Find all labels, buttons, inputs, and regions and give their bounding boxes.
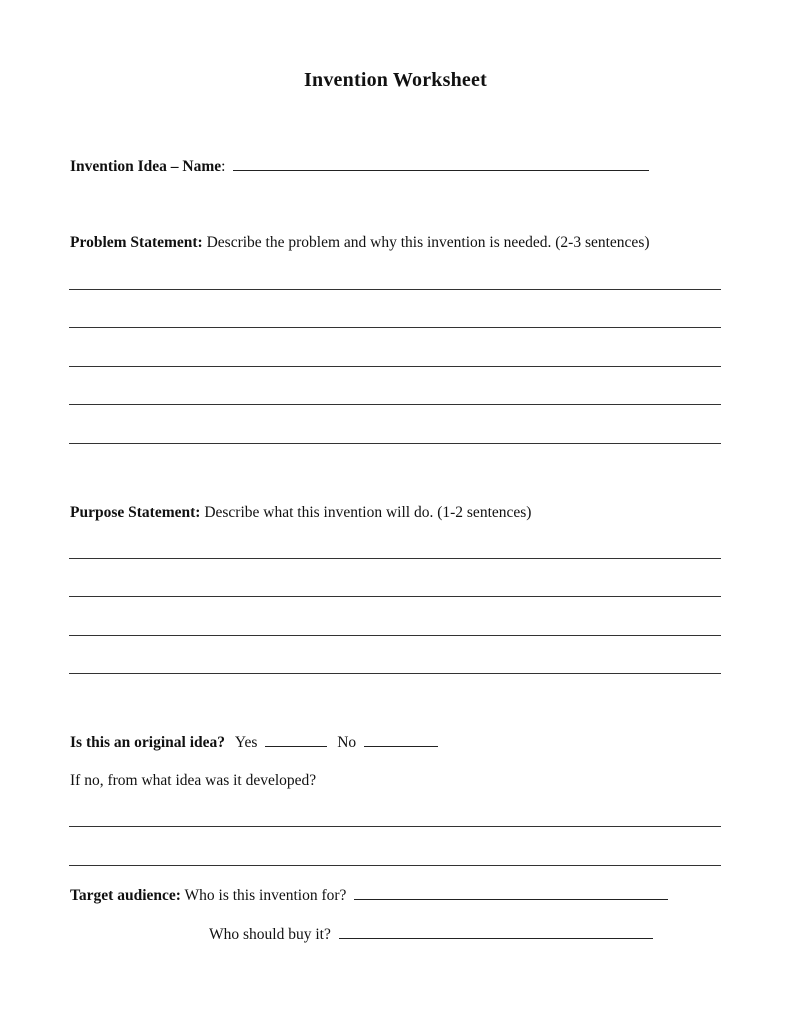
problem-statement-label: Problem Statement: [70,234,203,251]
purpose-statement-row [70,504,531,522]
invention-name-colon: : [221,158,226,175]
who-should-buy-field[interactable] [339,926,653,939]
target-audience-label: Target audience: [70,887,181,904]
problem-statement-row [70,234,650,252]
who-is-it-for-question: Who is this invention for? [180,887,347,904]
problem-answer-line-3[interactable] [69,366,721,367]
developed-from-line-1[interactable] [69,826,721,827]
problem-answer-line-1[interactable] [69,289,721,290]
purpose-answer-line-3[interactable] [69,635,721,636]
page-title: Invention Worksheet [304,69,487,91]
purpose-answer-line-1[interactable] [69,558,721,559]
purpose-answer-line-2[interactable] [69,596,721,597]
problem-answer-line-5[interactable] [69,443,721,444]
purpose-answer-line-4[interactable] [69,673,721,674]
target-audience-row [70,887,668,905]
original-idea-row [70,734,438,752]
invention-name-label: Invention Idea – Name [70,158,222,175]
developed-from-question: If no, from what idea was it developed? [70,772,317,789]
yes-field[interactable] [265,734,327,747]
no-field[interactable] [364,734,438,747]
yes-label: Yes [234,734,258,751]
who-is-it-for-field[interactable] [354,887,668,900]
original-idea-label: Is this an original idea? [70,734,226,751]
invention-name-field[interactable] [233,158,649,171]
invention-name-row [70,158,649,176]
problem-answer-line-4[interactable] [69,404,721,405]
who-should-buy-question: Who should buy it? [209,926,331,943]
developed-from-line-2[interactable] [69,865,721,866]
problem-statement-prompt: Describe the problem and why this invention is needed. (2-3 sentences) [202,234,650,251]
who-should-buy-row [209,926,653,944]
no-label: No [337,734,357,751]
problem-answer-line-2[interactable] [69,327,721,328]
purpose-statement-label: Purpose Statement: [70,504,201,521]
purpose-statement-prompt: Describe what this invention will do. (1-2 sentences) [200,504,532,521]
